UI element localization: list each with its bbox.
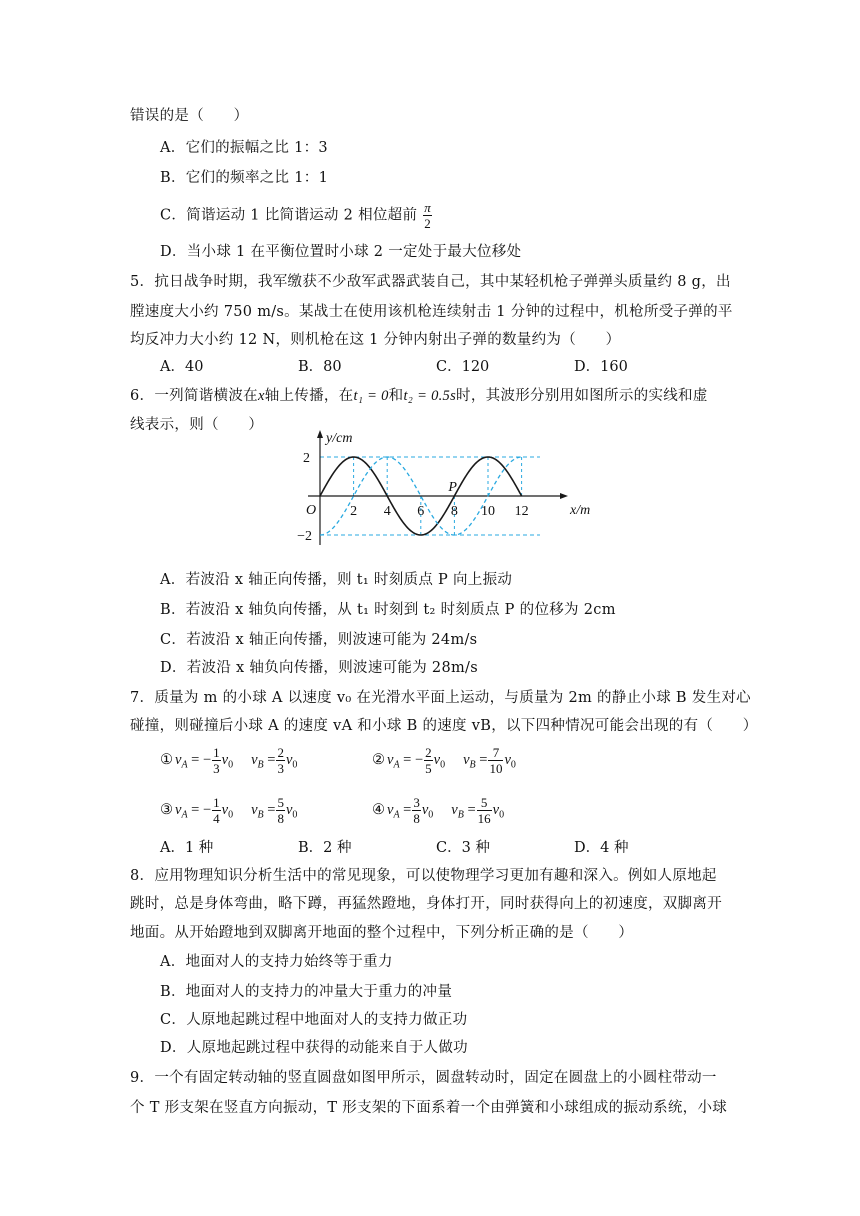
q7-case-mark: ③ <box>160 801 173 818</box>
q7-case-mark: ① <box>160 751 173 768</box>
point-p-label: P <box>448 480 457 495</box>
q7-case-3 <box>160 795 297 826</box>
q8-option-b: B．地面对人的支持力的冲量大于重力的冲量 <box>160 984 453 1000</box>
q6-option-a: A．若波沿 x 轴正向传播，则 t₁ 时刻质点 P 向上振动 <box>160 572 513 588</box>
q7-vb-sub: B <box>469 759 476 771</box>
q7-va-sub: A <box>393 809 400 821</box>
q7-option-d: D．4 种 <box>574 840 629 856</box>
x-axis-arrow <box>560 493 568 499</box>
q7-va-symbol: v <box>387 801 394 818</box>
q7-va-fraction-den: 5 <box>425 761 432 776</box>
q6-option-b: B．若波沿 x 轴负向传播，从 t₁ 时刻到 t₂ 时刻质点 P 的位移为 2cm <box>160 602 616 618</box>
q4-tail: 错误的是（ ） <box>130 108 249 124</box>
q7-vb-sign: = <box>263 801 276 818</box>
q7-vb-fraction <box>488 745 503 776</box>
q4-option-d: D．当小球 1 在平衡位置时小球 2 一定处于最大位移处 <box>160 244 522 260</box>
q7-v0b-sub: 0 <box>510 759 516 771</box>
q4-phase-den: 2 <box>424 216 432 231</box>
q7-case-mark: ② <box>372 751 385 768</box>
x-tick-label: 10 <box>481 504 495 519</box>
q7-vb-symbol: v <box>251 801 258 818</box>
q7-va-fraction <box>212 745 221 776</box>
q7-vb-symbol: v <box>451 801 458 818</box>
q7-va-fraction <box>412 795 421 826</box>
q7-case-1 <box>160 745 297 776</box>
q5-options <box>160 355 712 376</box>
q7-case-mark: ④ <box>372 801 385 818</box>
q5-line-2: 膛速度大小约 750 m/s。某战士在使用该机枪连续射击 1 分钟的过程中，机枪所受子弹的平 <box>130 304 733 320</box>
q7-va-fraction-den: 4 <box>213 811 220 826</box>
q7-case-4 <box>372 795 504 826</box>
q9-line-2: 个 T 形支架在竖直方向振动，T 形支架的下面系着一个由弹簧和小球组成的振动系统，小球 <box>130 1100 728 1116</box>
q7-v0-symbol: v <box>221 751 229 768</box>
q6-x-var: x <box>257 388 265 404</box>
q7-vb-symbol: v <box>251 751 258 768</box>
q4-phase-num: π <box>424 200 432 215</box>
q7-vb-fraction <box>276 795 285 826</box>
q7-vb-sub: B <box>257 759 264 771</box>
q7-vb-fraction <box>477 795 492 826</box>
q7-vb-fraction-den: 8 <box>277 811 284 826</box>
q7-line-2: 碰撞，则碰撞后小球 A 的速度 vA 和小球 B 的速度 vB，以下四种情况可能会出现的有（ ） <box>130 718 758 734</box>
q6-option-c: C．若波沿 x 轴正向传播，则波速可能为 24m/s <box>160 632 478 648</box>
q8-line-1: 8．应用物理知识分析生活中的常见现象，可以使物理学习更加有趣和深入。例如人原地起 <box>130 868 717 884</box>
q7-vb-fraction-den: 10 <box>489 761 503 776</box>
y-axis-arrow <box>317 430 323 438</box>
q7-va-fraction-num: 1 <box>213 745 220 760</box>
q4-option-c-text: C．简谐运动 1 比简谐运动 2 相位超前 <box>160 207 418 224</box>
q6-text-a: 6．一列简谐横波在 <box>130 388 258 404</box>
q7-v0b-symbol: v <box>285 801 293 818</box>
q7-vb-fraction <box>276 745 285 776</box>
q7-va-sub: A <box>393 759 400 771</box>
q7-vb-fraction-num: 7 <box>488 745 503 761</box>
x-tick-label: 4 <box>383 504 391 519</box>
q7-v0b-sub: 0 <box>499 809 505 821</box>
q4-option-c <box>160 200 433 231</box>
q5-line-1: 5．抗日战争时期，我军缴获不少敌军武器武装自己，其中某轻机枪子弹弹头质量约 8 g，出 <box>130 274 731 290</box>
q4-phase-fraction <box>423 200 432 231</box>
q7-vb-fraction-den: 3 <box>277 761 284 776</box>
q6-text-b: 轴上传播，在 <box>264 388 354 404</box>
q7-v0-sub: 0 <box>228 759 234 771</box>
q7-v0b-symbol: v <box>492 801 500 818</box>
q7-v0b-sub: 0 <box>292 809 298 821</box>
q7-vb-fraction-num: 5 <box>477 795 492 811</box>
origin-label: O <box>306 503 317 518</box>
q7-v0b-symbol: v <box>285 751 293 768</box>
q7-va-sign: = − <box>399 751 424 768</box>
q7-v0-symbol: v <box>433 751 441 768</box>
q8-option-d: D．人原地起跳过程中获得的动能来自于人做功 <box>160 1040 468 1056</box>
q7-va-symbol: v <box>387 751 394 768</box>
q7-v0-sub: 0 <box>228 809 234 821</box>
q7-v0-sub: 0 <box>428 809 434 821</box>
q6-t2: t₂ = 0.5s <box>403 388 457 404</box>
q7-va-fraction-den: 8 <box>413 811 420 826</box>
q7-option-c: C．3 种 <box>436 840 490 856</box>
q4-option-b: B．它们的频率之比 1：1 <box>160 170 329 186</box>
q7-v0-symbol: v <box>221 801 229 818</box>
x-tick-label: 6 <box>417 504 425 519</box>
q4-option-a: A．它们的振幅之比 1：3 <box>160 140 328 156</box>
y-axis-label: y/cm <box>326 431 353 446</box>
q7-vb-sub: B <box>457 809 464 821</box>
q7-va-symbol: v <box>175 801 182 818</box>
q7-va-sign: = − <box>187 751 212 768</box>
x-axis-label: x/m <box>570 503 590 518</box>
q7-v0b-sub: 0 <box>292 759 298 771</box>
q6-line-2: 线表示，则（ ） <box>130 417 264 433</box>
x-tick-label: 2 <box>350 504 358 519</box>
q5-option-a: A．40 <box>160 359 204 375</box>
q6-text-c: 和 <box>388 388 404 404</box>
q7-v0b-symbol: v <box>504 751 511 768</box>
q5-line-3: 均反冲力大小约 12 N，则机枪在这 1 分钟内射出子弹的数量约为（ ） <box>130 332 621 348</box>
q7-line-1: 7．质量为 m 的小球 A 以速度 v₀ 在光滑水平面上运动，与质量为 2m 的静止小球 B 发生对心 <box>130 690 751 706</box>
q7-v0-symbol: v <box>421 801 429 818</box>
q7-va-symbol: v <box>175 751 182 768</box>
x-tick-label: 8 <box>450 504 458 519</box>
q5-option-b: B．80 <box>298 359 342 375</box>
q7-option-b: B．2 种 <box>298 840 352 856</box>
q7-vb-sign: = <box>475 751 488 768</box>
q5-option-c: C．120 <box>436 359 490 375</box>
q7-vb-fraction-num: 2 <box>277 745 284 760</box>
y-tick-label: 2 <box>303 451 310 466</box>
q7-options <box>160 836 712 857</box>
q7-va-fraction-den: 3 <box>213 761 220 776</box>
q7-v0-sub: 0 <box>440 759 446 771</box>
q7-vb-fraction-num: 5 <box>277 795 284 810</box>
q7-vb-sub: B <box>257 809 264 821</box>
q8-option-c: C．人原地起跳过程中地面对人的支持力做正功 <box>160 1012 468 1028</box>
q7-option-a: A．1 种 <box>160 840 214 856</box>
q7-va-sub: A <box>181 759 188 771</box>
q8-line-2: 跳时，总是身体弯曲，略下蹲，再猛然蹬地，身体打开，同时获得向上的初速度，双脚离开 <box>130 896 722 912</box>
q8-line-3: 地面。从开始蹬地到双脚离开地面的整个过程中，下列分析正确的是（ ） <box>130 925 634 941</box>
q7-va-fraction <box>212 795 221 826</box>
q6-t1: t₁ = 0 <box>353 388 389 404</box>
q9-line-1: 9．一个有固定转动轴的竖直圆盘如图甲所示，圆盘转动时，固定在圆盘上的小圆柱带动一 <box>130 1070 717 1086</box>
q5-option-d: D．160 <box>574 359 628 375</box>
q7-vb-fraction-den: 16 <box>477 811 491 826</box>
q7-case-2 <box>372 745 516 776</box>
q6-option-d: D．若波沿 x 轴负向传播，则波速可能为 28m/s <box>160 660 478 676</box>
q7-vb-sign: = <box>263 751 276 768</box>
y-tick-label: −2 <box>297 529 312 544</box>
q7-va-sign: = <box>399 801 412 818</box>
q7-vb-symbol: v <box>463 751 470 768</box>
x-tick-label: 12 <box>514 504 529 519</box>
q7-vb-sign: = <box>463 801 476 818</box>
q7-va-sub: A <box>181 809 188 821</box>
q7-va-fraction-num: 2 <box>425 745 432 760</box>
q7-va-fraction-num: 3 <box>413 795 420 810</box>
q7-va-sign: = − <box>187 801 212 818</box>
q7-va-fraction-num: 1 <box>213 795 220 810</box>
q6-text-d: 时，其波形分别用如图所示的实线和虚 <box>456 388 708 404</box>
q8-option-a: A．地面对人的支持力始终等于重力 <box>160 954 393 970</box>
q6-line-1 <box>130 384 730 405</box>
wave-chart <box>290 428 590 553</box>
q7-va-fraction <box>424 745 433 776</box>
